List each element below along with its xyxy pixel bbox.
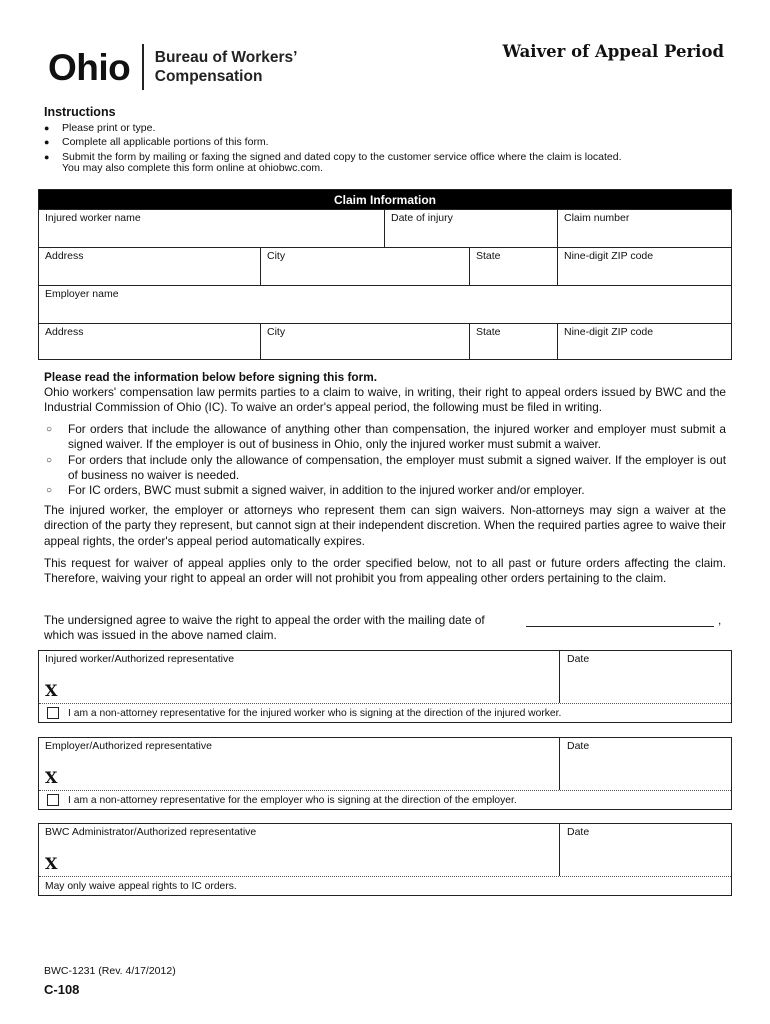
signature-date-field[interactable] bbox=[559, 651, 731, 703]
waiver-requirements-list bbox=[44, 422, 726, 498]
open-bullet-icon: ○ bbox=[46, 485, 53, 497]
field-label: Address bbox=[45, 326, 84, 338]
instruction-text: Please print or type. bbox=[62, 122, 156, 134]
claim-row-employer-address bbox=[39, 323, 731, 360]
attestation-text: I am a non-attorney representative for the injured worker who is signing at the direction of the injured worker. bbox=[68, 707, 562, 719]
open-bullet-icon: ○ bbox=[46, 424, 53, 435]
non-attorney-attestation bbox=[39, 790, 731, 809]
requirement-text: For orders that include only the allowance of compensation, the employer must submit a signed waiver. If the employer is out of business no waiver is needed. bbox=[68, 452, 726, 482]
field-label: Date of injury bbox=[391, 212, 453, 224]
logo-ohio-wordmark: Ohio bbox=[48, 46, 131, 88]
date-label: Date bbox=[567, 826, 590, 838]
instruction-text: Submit the form by mailing or faxing the signed and dated copy to the customer service office where the claim is located. bbox=[62, 150, 622, 163]
date-label: Date bbox=[567, 740, 590, 752]
mailing-date-input-line[interactable] bbox=[526, 626, 714, 627]
field-label: City bbox=[267, 250, 286, 262]
employer-name-field[interactable] bbox=[39, 286, 731, 324]
field-label: Injured worker name bbox=[45, 212, 141, 224]
employer-address-field[interactable] bbox=[39, 324, 260, 360]
employer-zip-field[interactable] bbox=[557, 324, 731, 360]
field-label: Claim number bbox=[564, 212, 630, 224]
instructions-online-note: You may also complete this form online at ohiobwc.com. bbox=[62, 162, 324, 174]
signature-date-field[interactable] bbox=[559, 824, 731, 876]
requirement-text: For orders that include the allowance of anything other than compensation, the injured worker and employer must submit a signed waiver. If the employer is out of business in Ohio, only the injured worker must submit a waiver. bbox=[68, 422, 726, 452]
signature-date-field[interactable] bbox=[559, 738, 731, 790]
agency-line-2: Compensation bbox=[154, 68, 263, 85]
injured-worker-signature-block bbox=[38, 650, 732, 723]
field-label: Employer name bbox=[45, 288, 119, 300]
signature-area[interactable] bbox=[39, 651, 731, 703]
agreement-line-1: The undersigned agree to waive the right to appeal the order with the mailing date of bbox=[44, 613, 485, 627]
non-attorney-checkbox[interactable] bbox=[47, 794, 59, 806]
signature-x-mark: X bbox=[45, 854, 58, 873]
signature-x-mark: X bbox=[45, 768, 58, 787]
waiver-law-paragraph: Ohio workers' compensation law permits parties to a claim to waive, in writing, their right to appeal orders issued by BWC and the Industrial Commission of Ohio (IC). To waive an order's appeal period, the following must be filed in writing. bbox=[44, 385, 726, 415]
field-label: Nine-digit ZIP code bbox=[564, 250, 654, 262]
date-label: Date bbox=[567, 653, 590, 665]
open-bullet-icon: ○ bbox=[46, 454, 53, 466]
worker-city-field[interactable] bbox=[260, 248, 469, 286]
instructions-list bbox=[44, 121, 724, 164]
signature-label: Employer/Authorized representative bbox=[45, 740, 212, 752]
employer-city-field[interactable] bbox=[260, 324, 469, 360]
signature-label: Injured worker/Authorized representative bbox=[45, 653, 235, 665]
logo-agency-name bbox=[155, 48, 298, 86]
employer-state-field[interactable] bbox=[469, 324, 557, 360]
ic-orders-note bbox=[39, 876, 731, 895]
instruction-item bbox=[44, 135, 724, 149]
agency-line-1: Bureau of Workers’ bbox=[154, 49, 298, 66]
injured-worker-name-field[interactable] bbox=[39, 210, 384, 248]
bwc-logo bbox=[48, 42, 297, 92]
field-label: Address bbox=[45, 250, 84, 262]
claim-row-worker-address bbox=[39, 247, 731, 286]
field-label: State bbox=[476, 326, 501, 338]
instruction-text: Complete all applicable portions of this form. bbox=[62, 136, 269, 149]
worker-zip-field[interactable] bbox=[557, 248, 731, 286]
requirement-item bbox=[44, 483, 726, 498]
read-before-signing-heading: Please read the information below before signing this form. bbox=[44, 370, 377, 384]
requirement-item bbox=[44, 422, 726, 453]
instruction-item bbox=[44, 121, 724, 135]
worker-address-field[interactable] bbox=[39, 248, 260, 286]
scope-paragraph: This request for waiver of appeal applies only to the order specified below, not to all past or future orders affecting the claim. Therefore, waiving your right to appeal an order will not prohibit you from appealing other orders pertaining to the claim. bbox=[44, 556, 726, 586]
who-can-sign-paragraph: The injured worker, the employer or attorneys who represent them can sign waivers. Non-attorneys may sign a waiver at the direction of the party they represent, but cannot sign at their independent discretion. When the required parties agree to waive their appeal rights, the order's appeal period automatically expires. bbox=[44, 503, 727, 548]
bullet-icon: ● bbox=[44, 123, 50, 133]
form-title: Waiver of Appeal Period bbox=[502, 42, 724, 61]
logo-divider bbox=[142, 44, 144, 90]
bullet-icon: ● bbox=[44, 137, 50, 148]
form-revision: BWC-1231 (Rev. 4/17/2012) bbox=[44, 965, 176, 977]
claim-row-employer bbox=[39, 285, 731, 324]
form-code: C-108 bbox=[44, 982, 80, 997]
agreement-line-2: which was issued in the above named claim. bbox=[44, 628, 277, 643]
agreement-statement bbox=[44, 613, 734, 644]
field-label: City bbox=[267, 326, 286, 338]
claim-information-table bbox=[38, 189, 732, 360]
requirement-text: For IC orders, BWC must submit a signed waiver, in addition to the injured worker and/or employer. bbox=[68, 483, 585, 498]
field-label: State bbox=[476, 250, 501, 262]
non-attorney-checkbox[interactable] bbox=[47, 707, 59, 719]
signature-area[interactable] bbox=[39, 738, 731, 790]
claim-row-worker bbox=[39, 209, 731, 248]
non-attorney-attestation bbox=[39, 703, 731, 722]
worker-state-field[interactable] bbox=[469, 248, 557, 286]
agreement-comma: , bbox=[718, 613, 722, 627]
bwc-administrator-signature-block bbox=[38, 823, 732, 896]
field-label: Nine-digit ZIP code bbox=[564, 326, 654, 338]
date-of-injury-field[interactable] bbox=[384, 210, 557, 248]
instructions-heading: Instructions bbox=[44, 105, 116, 119]
employer-signature-block bbox=[38, 737, 732, 810]
signature-x-mark: X bbox=[45, 681, 58, 700]
requirement-item bbox=[44, 453, 726, 484]
claim-information-heading: Claim Information bbox=[39, 190, 731, 209]
claim-number-field[interactable] bbox=[557, 210, 731, 248]
bullet-icon: ● bbox=[44, 151, 50, 162]
note-text: May only waive appeal rights to IC orders. bbox=[45, 880, 237, 892]
signature-area[interactable] bbox=[39, 824, 731, 876]
signature-label: BWC Administrator/Authorized representative bbox=[45, 826, 257, 838]
attestation-text: I am a non-attorney representative for the employer who is signing at the direction of the employer. bbox=[68, 794, 517, 806]
